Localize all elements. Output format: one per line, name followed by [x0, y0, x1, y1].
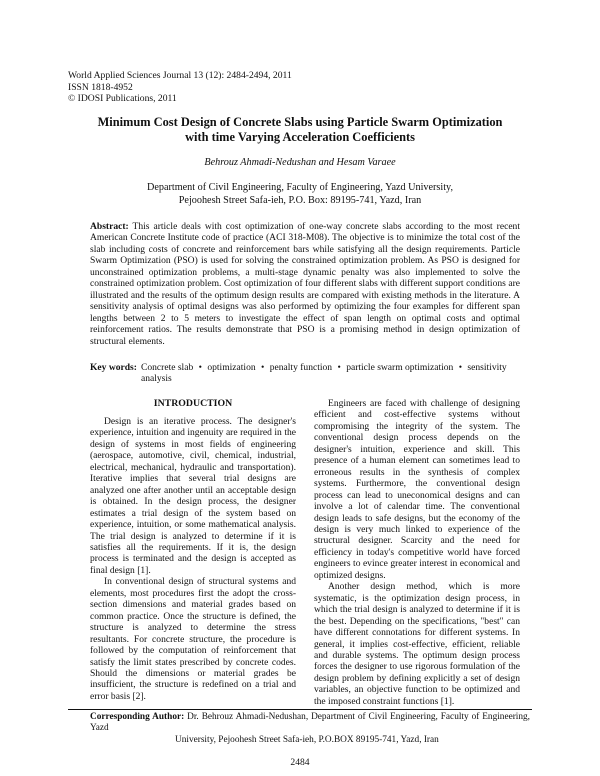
abstract-label: Abstract: [90, 221, 129, 232]
keyword: penalty function [269, 362, 333, 373]
keyword-separator: • [458, 362, 463, 373]
footnote-divider [68, 709, 532, 710]
right-column [314, 398, 520, 707]
keyword: optimization [207, 362, 256, 373]
keyword-separator: • [337, 362, 341, 373]
title-line-1: Minimum Cost Design of Concrete Slabs using Particle Swarm Optimization [97, 115, 503, 129]
left-column [90, 398, 296, 702]
title-line-2: with time Varying Acceleration Coefficients [185, 130, 415, 144]
paper-title [60, 115, 540, 145]
keyword-separator: • [198, 362, 202, 373]
keywords-label: Key words: [90, 362, 137, 373]
keyword: sensitivity analysis [141, 362, 507, 385]
affiliation-line-2: Pejoohesh Street Safa-ieh, P.O. Box: 89195-741, Yazd, Iran [178, 195, 422, 206]
keywords [90, 362, 520, 385]
abstract-text: This article deals with cost optimization of one-way concrete slabs according to the most recent American Concrete Institute code of practice (ACI 318-M08). The objective is to minimize the total cost of the slab including costs of concrete and reinforcement bars while satisfying all the design requirements. Particle Swarm Optimization (PSO) is used for solving the constrained optimization problem. As PSO is designed for unconstrained optimization problems, a multi-stage dynamic penalty was also implemented to solve the constrained optimization problem. Cost optimization of four different slabs with different support conditions are illustrated and the results of the optimum design results are compared with existing methods in the literature. A sensitivity analysis of optimal designs was also performed by optimizing the four examples for different span lengths between 2 to 5 meters to investigate the effect of span length on optimal costs and optimal reinforcement ratios. The results demonstrate that PSO is a promising method in design optimization of structural elements. [90, 221, 520, 347]
corresponding-author-label: Corresponding Author: [90, 712, 185, 722]
affiliation-line-1: Department of Civil Engineering, Faculty of Engineering, Yazd University, [146, 182, 454, 193]
keyword: Concrete slab [141, 362, 194, 373]
journal-header [68, 70, 292, 105]
journal-copyright: © IDOSI Publications, 2011 [68, 93, 177, 105]
journal-citation: World Applied Sciences Journal 13 (12): 2484-2494, 2011 [68, 70, 292, 81]
corresponding-author-line-1: Dr. Behrouz Ahmadi-Nedushan, Department of Civil Engineering, Faculty of Engineering, Yazd [90, 712, 531, 734]
corresponding-author [90, 712, 530, 746]
paragraph: Engineers are faced with challenge of designing efficient and cost-effective systems without compromising the integrity of the system. The conventional design process depends on the designer's intuition, experience and skill. This presence of a human element can sometimes lead to erroneous results in the synthesis of complex systems. Furthermore, the conventional design process can lead to uneconomical designs and can involve a lot of calendar time. The conventional design leads to safe designs, but the economy of the design is very much linked to experience of the structural designer. Scarcity and the need for efficiency in today's competitive world have forced engineers to evince greater interest in economical and optimized designs. [314, 398, 520, 581]
paragraph: Another design method, which is more systematic, is the optimization design process, in which the trial design is analyzed to determine if it is the best. Depending on the specifications, "best" can have different connotations for different systems. In general, it implies cost-effective, efficient, reliable and durable systems. The optimum design process forces the designer to use rigorous formulation of the design problem by defining explicitly a set of design variables, an objective function to be optimized and the imposed constraint functions [1]. [314, 581, 520, 707]
paragraph: Design is an iterative process. The designer's experience, intuition and ingenuity are required in the design of systems in most fields of engineering (aerospace, automotive, civil, chemical, industrial, electrical, mechanical, hydraulic and transportation). Iterative implies that several trial designs are analyzed one after another until an acceptable design is obtained. In the design process, the designer estimates a trial design of the system based on experience, intuition, or some mathematical analysis. The trial design is analyzed to determine if it is satisfies all the requirements. If it is, the design process is terminated and the design is accepted as final design [1]. [90, 416, 296, 576]
abstract [90, 221, 520, 347]
keywords-list [141, 362, 520, 385]
keyword-separator: • [261, 362, 265, 373]
journal-issn: ISSN 1818-4952 [68, 81, 133, 93]
affiliation [60, 181, 540, 207]
section-heading: INTRODUCTION [153, 398, 233, 409]
keyword: particle swarm optimization [346, 362, 454, 373]
corresponding-author-line-2: University, Pejoohesh Street Safa-ieh, P.O.BOX 89195-741, Yazd, Iran [175, 734, 439, 745]
author-list: Behrouz Ahmadi-Nedushan and Hesam Varaee [204, 157, 396, 168]
page-number: 2484 [290, 757, 310, 768]
paragraph: In conventional design of structural systems and elements, most procedures first the adopt the cross-section dimensions and material grades based on common practice. Once the structure is defined, the structure is analyzed to determine the stress resultants. For concrete structure, the procedure is followed by the computation of reinforcement that satisfy the limit states prescribed by concrete codes. Should the dimensions or material grades be insufficient, the structure is redefined on a trial and error basis [2]. [90, 576, 296, 702]
